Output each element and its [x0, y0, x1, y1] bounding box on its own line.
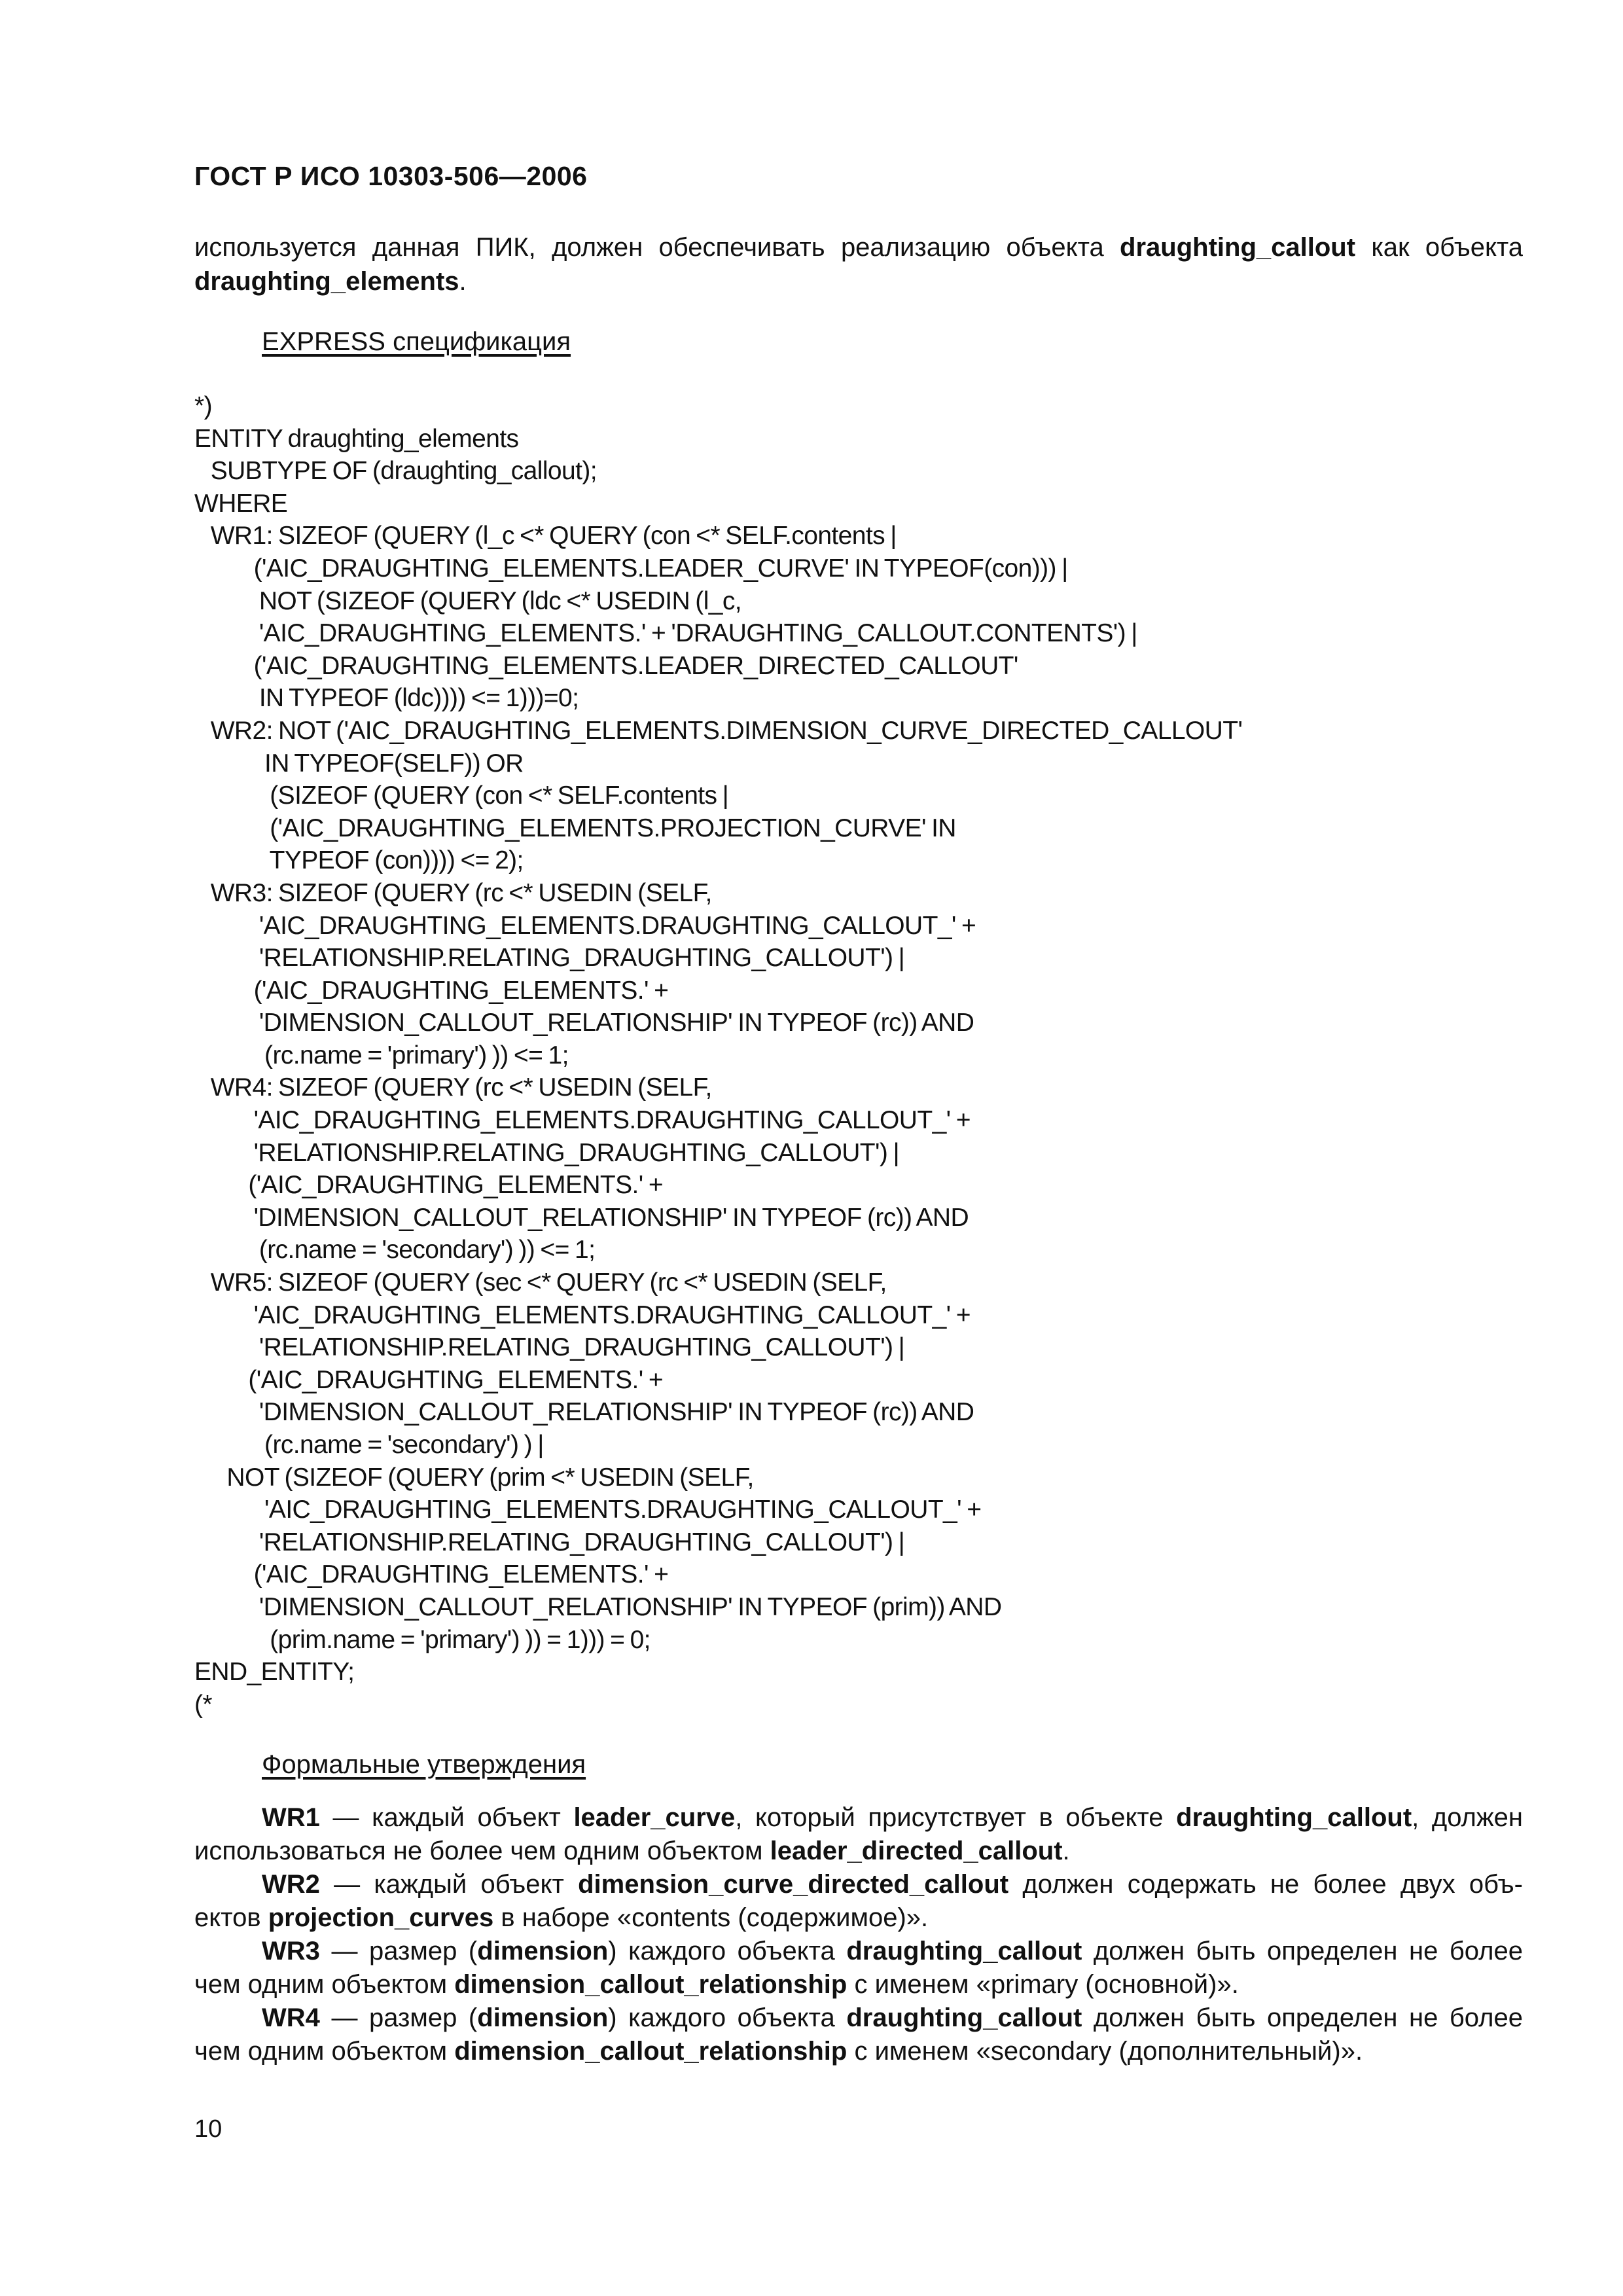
rule-text: с именем «secondary (дополнительный)».	[847, 2037, 1363, 2066]
rule-term: dimension_curve_directed_callout	[578, 1870, 1009, 1899]
code-line: NOT (SIZEOF (QUERY (ldc <* USEDIN (l_c,	[194, 586, 741, 615]
code-line: ('AIC_DRAUGHTING_ELEMENTS.PROJECTION_CURVE' IN	[194, 814, 956, 842]
rule-term: dimension_callout_relationship	[454, 1970, 847, 1999]
rule-wr4	[194, 2001, 1523, 2068]
rule-id: WR4	[262, 2003, 320, 2032]
page-number: 10	[194, 2115, 223, 2143]
document-header: ГОСТ Р ИСО 10303-506—2006	[194, 161, 588, 191]
code-line: (*	[194, 1690, 212, 1719]
rule-id: WR2	[262, 1870, 320, 1899]
code-line: 'RELATIONSHIP.RELATING_DRAUGHTING_CALLOUT') |	[194, 1528, 905, 1556]
code-line: 'RELATIONSHIP.RELATING_DRAUGHTING_CALLOUT') |	[194, 944, 905, 973]
intro-text-1: используется данная ПИК, должен обеспечивать реализацию объекта	[194, 233, 1120, 262]
code-line: TYPEOF (con)))) <= 2);	[194, 846, 524, 875]
express-spec-title: EXPRESS спецификация	[262, 327, 571, 356]
code-line: WR4: SIZEOF (QUERY (rc <* USEDIN (SELF,	[194, 1073, 712, 1102]
code-line: ('AIC_DRAUGHTING_ELEMENTS.LEADER_DIRECTED_CALLOUT'	[194, 651, 1018, 680]
rule-text: , должен использоваться не более чем одним объектом	[194, 1803, 1523, 1865]
code-line: (prim.name = 'primary') )) = 1))) = 0;	[194, 1625, 651, 1654]
rule-text: — размер (	[319, 2003, 478, 2032]
code-line: 'DIMENSION_CALLOUT_RELATIONSHIP' IN TYPEOF (prim)) AND	[194, 1592, 1002, 1621]
code-line: 'AIC_DRAUGHTING_ELEMENTS.DRAUGHTING_CALLOUT_' +	[194, 1496, 982, 1524]
rule-text: — каждый объект	[319, 1803, 574, 1832]
formal-propositions	[194, 1801, 1523, 2068]
code-line: *)	[194, 392, 212, 420]
code-line: 'RELATIONSHIP.RELATING_DRAUGHTING_CALLOUT') |	[194, 1333, 905, 1362]
rule-text: , который присутствует в объекте	[735, 1803, 1177, 1832]
rule-term: draughting_callout	[846, 1937, 1082, 1965]
rule-text: должен содержать не более двух объ-ектов	[194, 1870, 1523, 1932]
rule-text: должен быть определен не более чем одним объектом	[194, 1937, 1523, 1999]
code-line: WR2: NOT ('AIC_DRAUGHTING_ELEMENTS.DIMENSION_CURVE_DIRECTED_CALLOUT'	[194, 716, 1243, 745]
code-line: (rc.name = 'primary') )) <= 1;	[194, 1041, 569, 1069]
rule-text: .	[1062, 1837, 1070, 1865]
rule-text: с именем «primary (основной)».	[847, 1970, 1239, 1999]
rule-term: leader_curve	[573, 1803, 736, 1832]
rule-text: должен быть определен не более чем одним объектом	[194, 2003, 1523, 2066]
code-line: (rc.name = 'secondary') )) <= 1;	[194, 1236, 596, 1265]
code-line: 'AIC_DRAUGHTING_ELEMENTS.DRAUGHTING_CALLOUT_' +	[194, 1106, 971, 1135]
code-line: WR3: SIZEOF (QUERY (rc <* USEDIN (SELF,	[194, 878, 712, 907]
code-line: (rc.name = 'secondary') ) |	[194, 1431, 544, 1459]
rule-wr1	[194, 1801, 1523, 1868]
code-line: 'AIC_DRAUGHTING_ELEMENTS.DRAUGHTING_CALLOUT_' +	[194, 911, 976, 940]
code-line: 'DIMENSION_CALLOUT_RELATIONSHIP' IN TYPEOF (rc)) AND	[194, 1203, 969, 1232]
code-line: 'AIC_DRAUGHTING_ELEMENTS.DRAUGHTING_CALLOUT_' +	[194, 1300, 971, 1329]
rule-term: leader_directed_callout	[770, 1837, 1063, 1865]
rule-term: dimension	[477, 1937, 609, 1965]
code-line: ('AIC_DRAUGHTING_ELEMENTS.' +	[194, 1365, 664, 1394]
code-line: ('AIC_DRAUGHTING_ELEMENTS.LEADER_CURVE' IN TYPEOF(con))) |	[194, 554, 1068, 583]
rule-id: WR3	[262, 1937, 320, 1965]
rule-wr2	[194, 1868, 1523, 1935]
code-line: IN TYPEOF(SELF)) OR	[194, 749, 524, 778]
rule-text: в наборе «contents (содержимое)».	[493, 1903, 929, 1932]
code-line: WR1: SIZEOF (QUERY (l_c <* QUERY (con <* SELF.contents |	[194, 522, 897, 550]
rule-term: draughting_callout	[1176, 1803, 1412, 1832]
code-line: (SIZEOF (QUERY (con <* SELF.contents |	[194, 781, 729, 810]
code-line: 'RELATIONSHIP.RELATING_DRAUGHTING_CALLOUT') |	[194, 1138, 899, 1167]
code-line: ENTITY draughting_elements	[194, 424, 519, 453]
code-line: NOT (SIZEOF (QUERY (prim <* USEDIN (SELF,	[194, 1463, 754, 1492]
code-line: ('AIC_DRAUGHTING_ELEMENTS.' +	[194, 1560, 669, 1589]
rule-wr3	[194, 1935, 1523, 2001]
code-line: 'DIMENSION_CALLOUT_RELATIONSHIP' IN TYPEOF (rc)) AND	[194, 1009, 974, 1037]
intro-term-draughting-elements: draughting_elements	[194, 267, 459, 296]
rule-term: draughting_callout	[846, 2003, 1082, 2032]
code-line: WHERE	[194, 489, 288, 518]
rule-text: ) каждого объекта	[608, 2003, 847, 2032]
express-code-block	[194, 390, 1529, 1721]
rule-id: WR1	[262, 1803, 320, 1832]
rule-term: dimension_callout_relationship	[454, 2037, 847, 2066]
intro-text-2: как объекта	[1355, 233, 1524, 262]
rule-text: ) каждого объекта	[608, 1937, 847, 1965]
code-line: WR5: SIZEOF (QUERY (sec <* QUERY (rc <* USEDIN (SELF,	[194, 1268, 887, 1297]
rule-text: — каждый объект	[319, 1870, 579, 1899]
code-line: 'AIC_DRAUGHTING_ELEMENTS.' + 'DRAUGHTING_CALLOUT.CONTENTS') |	[194, 619, 1137, 648]
intro-paragraph	[194, 230, 1523, 298]
code-line: END_ENTITY;	[194, 1658, 355, 1687]
rule-text: — размер (	[319, 1937, 478, 1965]
code-line: 'DIMENSION_CALLOUT_RELATIONSHIP' IN TYPEOF (rc)) AND	[194, 1398, 974, 1427]
code-line: ('AIC_DRAUGHTING_ELEMENTS.' +	[194, 976, 669, 1005]
code-line: IN TYPEOF (ldc)))) <= 1)))=0;	[194, 684, 579, 713]
rule-term: projection_curves	[268, 1903, 494, 1932]
intro-text-3: .	[459, 267, 467, 296]
intro-term-draughting-callout: draughting_callout	[1120, 233, 1356, 262]
formal-propositions-title: Формальные утверждения	[262, 1750, 586, 1779]
code-line: ('AIC_DRAUGHTING_ELEMENTS.' +	[194, 1171, 664, 1200]
code-line: SUBTYPE OF (draughting_callout);	[194, 457, 597, 486]
rule-term: dimension	[477, 2003, 609, 2032]
